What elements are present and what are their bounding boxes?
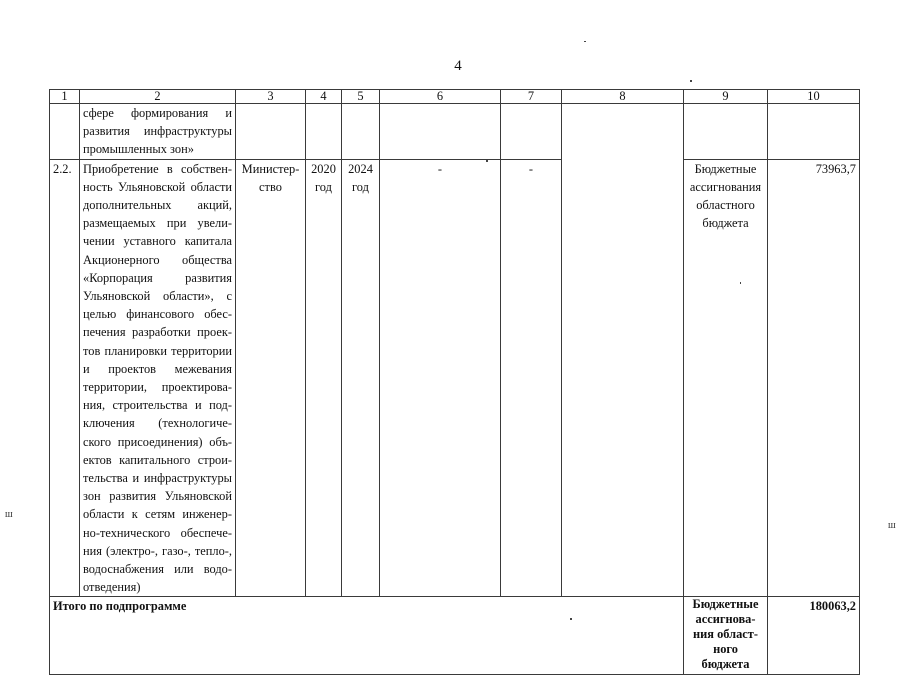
right-margin-mark: ш — [888, 520, 896, 531]
column-number: 9 — [684, 90, 768, 104]
left-margin-mark: ш — [5, 509, 13, 520]
row-funding-source: Бюджетные ассигнования областного бюджета — [684, 159, 768, 597]
column-number: 3 — [236, 90, 306, 104]
continued-end-cell — [342, 104, 380, 160]
scan-speck — [570, 618, 572, 620]
row-end-year: 2024 год — [342, 159, 380, 597]
column-number: 2 — [80, 90, 236, 104]
column-number-row — [50, 90, 860, 104]
column-number: 10 — [768, 90, 860, 104]
scan-speck — [584, 41, 586, 42]
table-row — [50, 159, 860, 597]
total-amount: 180063,2 — [768, 597, 860, 675]
continued-executor-cell — [236, 104, 306, 160]
continued-col7-cell — [501, 104, 562, 160]
continued-amount-cell — [768, 104, 860, 160]
col8-cell — [562, 104, 684, 597]
column-number: 1 — [50, 90, 80, 104]
row-number: 2.2. — [50, 159, 80, 597]
column-number: 7 — [501, 90, 562, 104]
column-number: 5 — [342, 90, 380, 104]
row-col6-value: - — [380, 159, 501, 597]
total-label: Итого по подпрограмме — [50, 597, 684, 675]
row-executor: Министер- ство — [236, 159, 306, 597]
continued-col6-cell — [380, 104, 501, 160]
row-col7-value: - — [501, 159, 562, 597]
column-number: 8 — [562, 90, 684, 104]
page-number: 4 — [454, 58, 462, 74]
continued-row — [50, 104, 860, 160]
scan-speck — [690, 80, 692, 82]
budget-table — [49, 89, 860, 675]
continued-start-cell — [306, 104, 342, 160]
row-amount: 73963,7 — [768, 159, 860, 597]
continued-number-cell — [50, 104, 80, 160]
column-number: 6 — [380, 90, 501, 104]
scan-speck — [486, 160, 488, 162]
total-row — [50, 597, 860, 675]
row-description: Приобретение в собственность Ульяновской области дополнительных акций, размещаемых при увеличении уставного капитала Акционерного общества «Корпорация развития Ульяновской области», с целью финансового обеспечения разработки проектов планировки территории и проектов межевания территории, проектирования, строительства и подключения (технологического присоединения) объектов капитального строительства и инфраструктуры зон развития Ульяновской области к сетям инженерно-технического обеспечения (электро-, газо-, тепло-, водоснабжения или водоотведения) — [80, 159, 236, 597]
scan-speck — [740, 282, 741, 284]
row-start-year: 2020 год — [306, 159, 342, 597]
total-funding-source: Бюджетные ассигнова- ния област- ного бюджета — [684, 597, 768, 675]
column-number: 4 — [306, 90, 342, 104]
continued-description: сфере формирования и развития инфраструктуры промышленных зон» — [80, 104, 236, 160]
continued-source-cell — [684, 104, 768, 160]
